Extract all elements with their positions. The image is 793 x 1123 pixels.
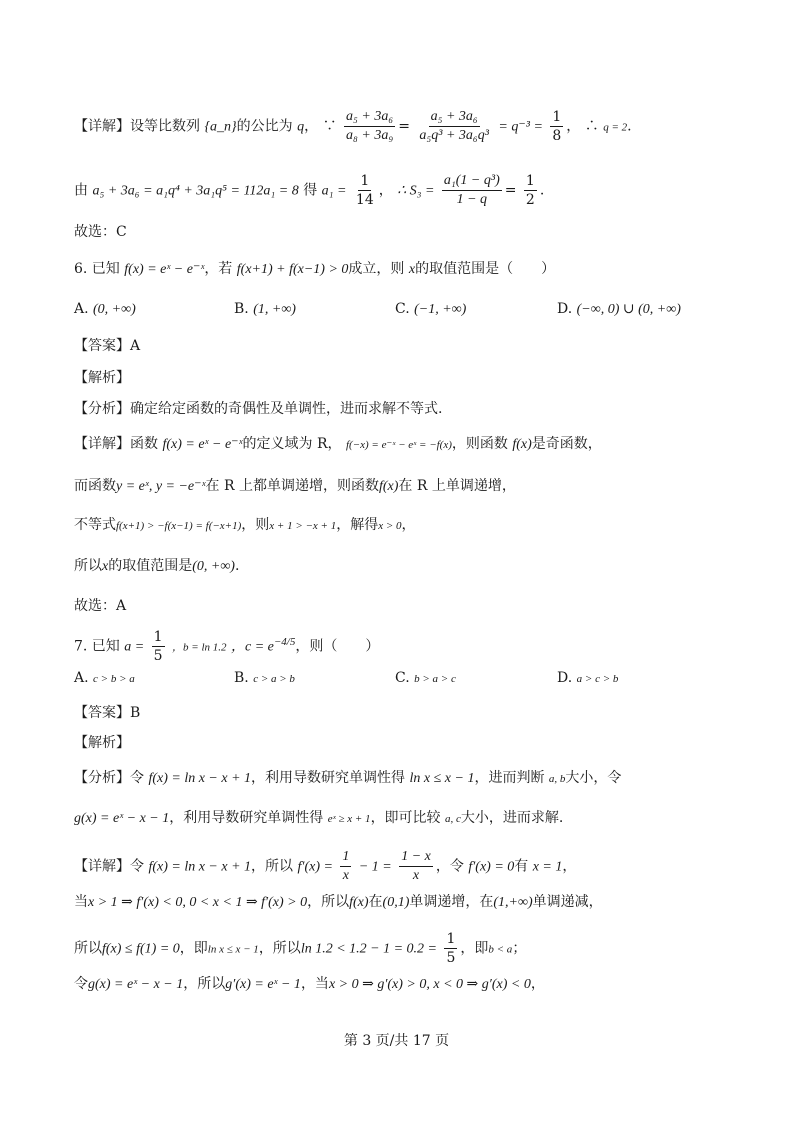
fraction: $\frac{1 - x}{x}$ (401, 849, 431, 883)
q6-answer: 【答案】A (74, 338, 141, 354)
q7-fenxi-line-2: g(x) = eˣ − x − 1，利用导数研究单调性得 eˣ ≥ x + 1，即可比较 a, c大小，进而求解. (74, 810, 564, 826)
fraction: $\frac{\text{a₁(1 − q³)}}{1 - q}$ (443, 173, 500, 207)
q5-detail-line-2: 由 a₅ + 3a₆ = a₁q⁴ + 3a₁q⁵ = 112a₁ = 8 得 a₁ = $\frac{1}{14}$ ， ∴ S₃ = $\frac{\text{a₁(1 − q³)}}{1 - q}$ = $\frac{1}{2}$ . (74, 173, 545, 208)
q6-detail-line-2: 而函数y = eˣ, y = −e⁻ˣ在 R 上都单调递增，则函数f(x)在 R 上单调递增， (74, 478, 516, 494)
q5-detail-line-1: 【详解】设等比数列 {a_n}的公比为 q， ∵ $\frac{\text{a₅ + 3a₆}}{\text{a₈ + 3a₉}}$ = $\frac{\text{a₅ + 3a₆}}{\text{a₅q³ + 3a₆q³}}$ = q⁻³ = $\frac{1}{8}$ ， ∴ q = 2. (74, 109, 632, 144)
q7-option-a: A. c > b > a (74, 670, 135, 686)
fraction: $\frac{\text{a₅ + 3a₆}}{\text{a₅q³ + 3a₆q³}}$ (419, 109, 489, 143)
q7-option-b: B. c > a > b (234, 670, 295, 686)
fraction: $\frac{\text{a₅ + 3a₆}}{\text{a₈ + 3a₉}}$ (346, 109, 394, 143)
q7-option-d: D. a > c > b (557, 670, 619, 686)
q7-answer: 【答案】B (74, 705, 141, 721)
fraction: $\frac{1}{5}$ (446, 931, 456, 966)
q6-stem: 6. 已知 f(x) = eˣ − e⁻ˣ，若 f(x+1) + f(x−1) > 0成立，则 x的取值范围是（ ） (74, 261, 556, 277)
q7-detail-line-2: 当x > 1 ⇒ f′(x) < 0, 0 < x < 1 ⇒ f′(x) > 0，所以f(x)在(0,1)单调递增，在(1,+∞)单调递减， (74, 894, 603, 910)
q6-detail-line-1: 【详解】函数 f(x) = eˣ − e⁻ˣ的定义域为 R， f(−x) = e⁻ˣ − eˣ = −f(x)，则函数 f(x)是奇函数， (74, 436, 602, 452)
fraction: $\frac{1}{8}$ (552, 109, 562, 144)
fraction: $\frac{1}{x}$ (342, 849, 350, 883)
fraction: $\frac{1}{14}$ (355, 173, 374, 208)
q6-choice: 故选：A (74, 598, 127, 614)
q7-detail-line-4: 令g(x) = eˣ − x − 1，所以g′(x) = eˣ − 1，当x > 0 ⇒ g′(x) > 0, x < 0 ⇒ g′(x) < 0， (74, 976, 545, 992)
q6-detail-line-4: 所以x的取值范围是(0, +∞). (74, 558, 240, 574)
q6-detail-line-3: 不等式f(x+1) > −f(x−1) = f(−x+1)，则x + 1 > −x + 1，解得x > 0， (74, 517, 416, 533)
q6-option-a: A. (0, +∞) (74, 301, 136, 317)
detail-tag: 【详解】 (74, 118, 130, 135)
q6-option-b: B. (1, +∞) (234, 301, 296, 317)
q6-option-c: C. (−1, +∞) (395, 301, 467, 317)
q7-option-c: C. b > a > c (395, 670, 456, 686)
q6-option-d: D. (−∞, 0) ∪ (0, +∞) (557, 301, 681, 317)
page-footer: 第 3 页/共 17 页 (343, 1033, 450, 1049)
q6-fenxi: 【分析】确定给定函数的奇偶性及单调性，进而求解不等式. (74, 401, 443, 417)
fraction: $\frac{1}{5}$ (153, 629, 163, 664)
q7-detail-line-1: 【详解】令 f(x) = ln x − x + 1，所以 f′(x) = $\frac{1}{x}$ − 1 = $\frac{1 - x}{x}$ ，令 f′(x) = 0有 x = 1， (74, 849, 577, 883)
q7-analysis-tag: 【解析】 (74, 735, 130, 751)
q6-analysis-tag: 【解析】 (74, 370, 130, 386)
q7-stem: 7. 已知 a = $\frac{1}{5}$ ，b = ln 1.2 ，$c = e^{-4/5}$，则（ ） (74, 629, 380, 664)
q7-fenxi-line-1: 【分析】令 f(x) = ln x − x + 1，利用导数研究单调性得 ln x ≤ x − 1，进而判断 a, b大小，令 (74, 770, 622, 786)
q5-choice: 故选：C (74, 224, 127, 240)
fraction: $\frac{1}{2}$ (525, 173, 535, 208)
q7-detail-line-3: 所以f(x) ≤ f(1) = 0，即ln x ≤ x − 1，所以ln 1.2 < 1.2 − 1 = 0.2 = $\frac{1}{5}$ ，即b < a； (74, 931, 527, 966)
